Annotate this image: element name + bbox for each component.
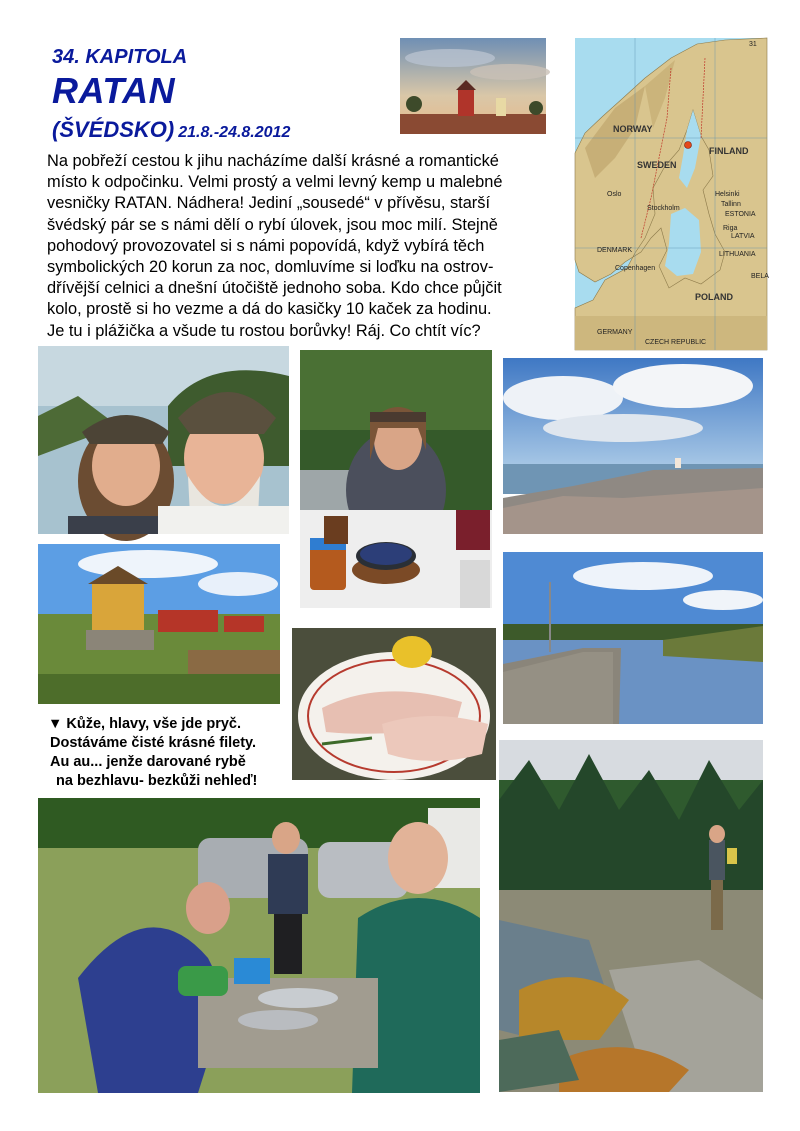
map-label-riga: Riga: [723, 225, 738, 232]
intro-line: švédský pár se s námi dělí o rybí úlovek, jsou moc milí. Stejně: [47, 215, 498, 234]
intro-line: vesničky RATAN. Nádhera! Jediní „sousedé“ v přívěsu, starší: [47, 194, 491, 213]
intro-line: dřívější celnici a dnešní útočiště jednoho soba. Kdo chce půjčit: [47, 279, 502, 298]
photo-red-hut: [400, 38, 546, 134]
intro-line: kolo, prostě si ho vezme a dá do kasičky 10 kaček za hodinu.: [47, 300, 492, 319]
page-title: RATAN: [52, 70, 176, 111]
map-label-denmark: DENMARK: [597, 247, 633, 254]
map-label-copenhagen: Copenhagen: [615, 265, 656, 272]
photo-pier-lake: [503, 552, 763, 724]
location-marker: [685, 142, 692, 149]
photo-fish-fillets: [292, 628, 496, 780]
caption-line: ▼ Kůže, hlavy, vše jde pryč.: [48, 716, 241, 732]
photo-camp-fish-cleaning: [38, 798, 480, 1093]
country-label: (ŠVÉDSKO): [52, 117, 175, 142]
map-scandinavia: [575, 38, 767, 350]
caption-line: Au au... jenže darované rybě: [50, 754, 246, 770]
chapter-number: 34. KAPITOLA: [52, 46, 188, 68]
photo-seaside-rocks: [503, 358, 763, 534]
photo-couple-selfie: [38, 346, 289, 534]
map-label-latvia: LATVIA: [731, 233, 755, 240]
map-label-belarus: BELA: [751, 273, 769, 280]
date-range: 21.8.-24.8.2012: [178, 124, 291, 141]
intro-line: Je tu i plážička a všude tu rostou borůvky! Ráj. Co chtít víc?: [47, 321, 481, 340]
intro-paragraph: [47, 151, 577, 342]
photo-bog-hiker: [499, 740, 763, 1092]
map-label-norway: NORWAY: [613, 124, 653, 134]
map-label-germany: GERMANY: [597, 329, 633, 336]
map-page-number: 31: [749, 41, 757, 48]
map-label-estonia: ESTONIA: [725, 211, 756, 218]
caption-line: Dostáváme čisté krásné filety.: [50, 735, 257, 751]
intro-line: symbolických 20 korun za noc, domluvíme si loďku na ostrov-: [47, 258, 494, 277]
photo-woman-blueberries: [300, 350, 492, 608]
map-label-finland: FINLAND: [709, 146, 749, 156]
map-label-czech: CZECH REPUBLIC: [645, 339, 707, 346]
subtitle: [52, 117, 290, 143]
intro-line: pohodový provozovatel si s námi popovídá, když vybírá těch: [47, 236, 485, 255]
map-label-poland: POLAND: [695, 292, 733, 302]
map-label-stockholm: Stockholm: [647, 205, 680, 212]
photo-yellow-tower: [38, 544, 280, 704]
map-label-tallinn: Tallinn: [721, 201, 741, 208]
intro-line: Na pobřeží cestou k jihu nacházíme další krásné a romantické: [47, 152, 499, 170]
map-label-oslo: Oslo: [607, 191, 622, 198]
intro-line: místo k odpočinku. Velmi prostý a velmi levný kemp u malebné: [47, 173, 503, 192]
fish-caption: [48, 715, 288, 791]
map-label-helsinki: Helsinki: [715, 191, 740, 198]
caption-line: na bezhlavu- bezkůži nehleď!: [56, 773, 258, 789]
map-label-lithuania: LITHUANIA: [719, 251, 756, 258]
map-label-sweden: SWEDEN: [637, 160, 677, 170]
